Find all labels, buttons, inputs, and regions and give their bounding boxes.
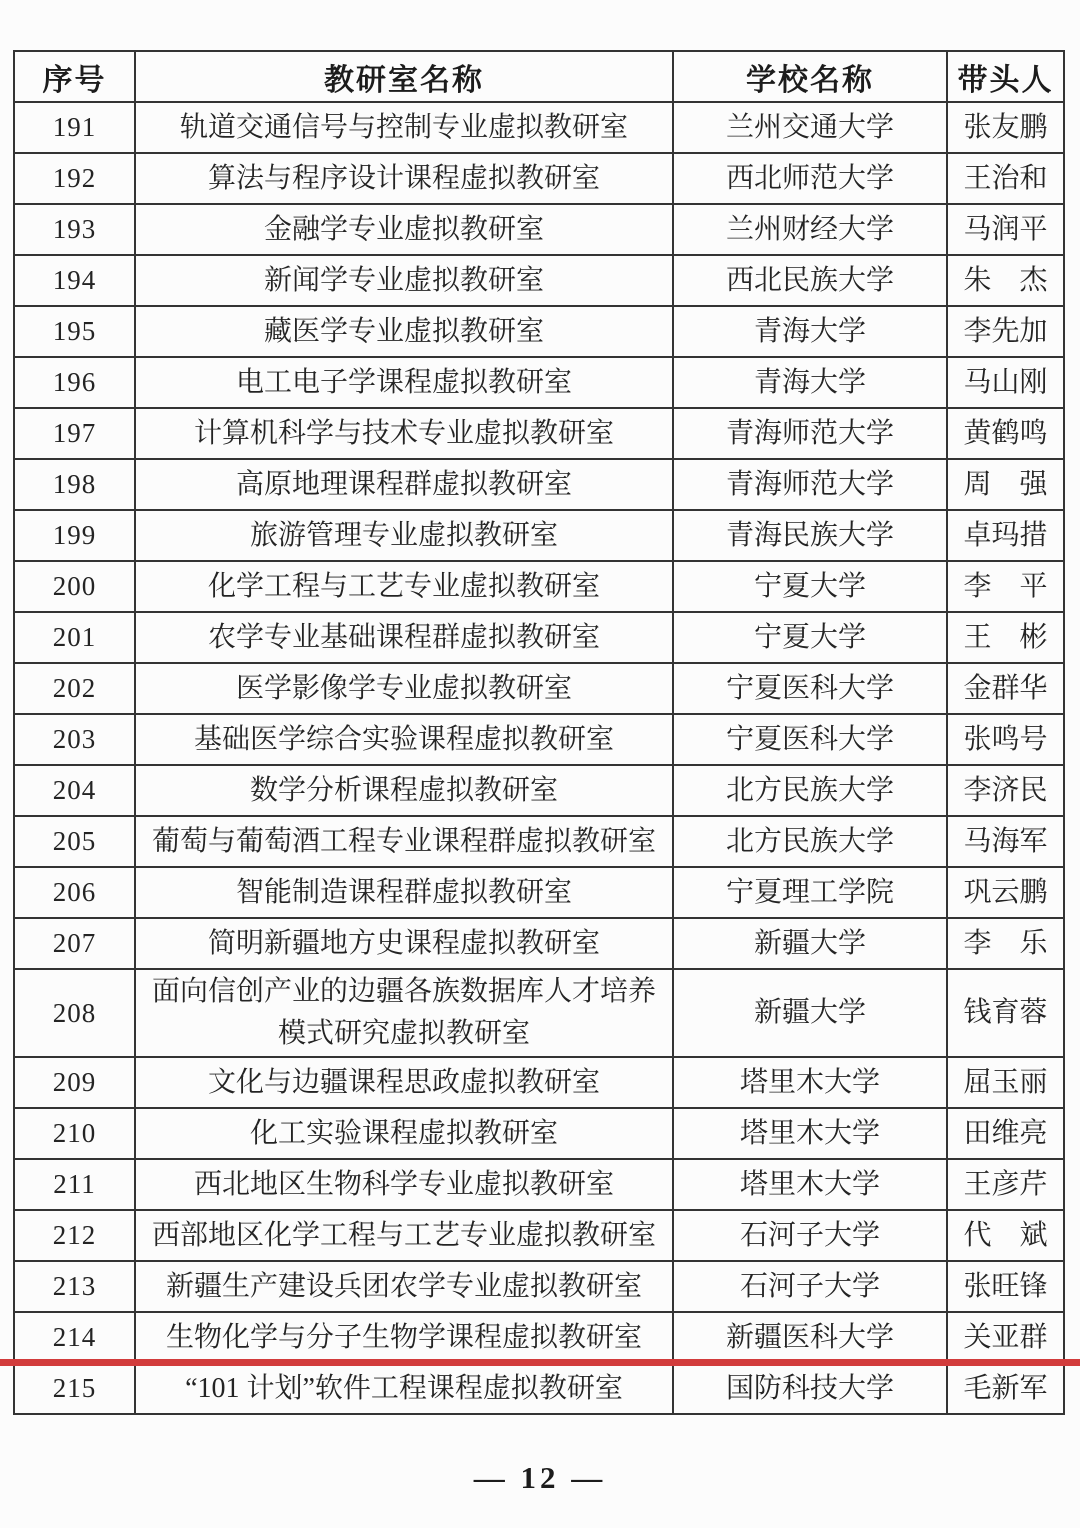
school-name-cell: 塔里木大学 xyxy=(673,1159,947,1210)
table-row xyxy=(14,408,1064,459)
school-name-cell: 宁夏大学 xyxy=(673,561,947,612)
leader-cell: 屈玉丽 xyxy=(947,1057,1064,1108)
office-name-cell: 新疆生产建设兵团农学专业虚拟教研室 xyxy=(135,1261,673,1312)
office-name-cell: 葡萄与葡萄酒工程专业课程群虚拟教研室 xyxy=(135,816,673,867)
school-name-cell: 兰州财经大学 xyxy=(673,204,947,255)
office-name-cell: 智能制造课程群虚拟教研室 xyxy=(135,867,673,918)
table-row xyxy=(14,1261,1064,1312)
office-name-cell: 算法与程序设计课程虚拟教研室 xyxy=(135,153,673,204)
office-name-cell: 金融学专业虚拟教研室 xyxy=(135,204,673,255)
table-row xyxy=(14,663,1064,714)
row-number-cell: 210 xyxy=(14,1108,135,1159)
table-row xyxy=(14,867,1064,918)
row-number-cell: 191 xyxy=(14,102,135,153)
table-row xyxy=(14,153,1064,204)
row-number-cell: 212 xyxy=(14,1210,135,1261)
row-number-cell: 204 xyxy=(14,765,135,816)
research-office-table xyxy=(13,50,1065,1415)
row-number-cell: 208 xyxy=(14,969,135,1057)
office-name-cell: 西部地区化学工程与工艺专业虚拟教研室 xyxy=(135,1210,673,1261)
school-name-cell: 北方民族大学 xyxy=(673,816,947,867)
row-number-cell: 199 xyxy=(14,510,135,561)
table-row xyxy=(14,306,1064,357)
leader-cell: 毛新军 xyxy=(947,1363,1064,1414)
table-row xyxy=(14,969,1064,1057)
header-col-school-name: 学校名称 xyxy=(673,51,947,102)
school-name-cell: 新疆大学 xyxy=(673,969,947,1057)
header-col-serial: 序号 xyxy=(14,51,135,102)
school-name-cell: 青海师范大学 xyxy=(673,459,947,510)
table-header xyxy=(14,51,1064,102)
table-row xyxy=(14,714,1064,765)
row-number-cell: 193 xyxy=(14,204,135,255)
leader-cell: 王彦芹 xyxy=(947,1159,1064,1210)
school-name-cell: 青海师范大学 xyxy=(673,408,947,459)
school-name-cell: 兰州交通大学 xyxy=(673,102,947,153)
leader-cell: 代 斌 xyxy=(947,1210,1064,1261)
leader-cell: 马润平 xyxy=(947,204,1064,255)
red-highlight-line xyxy=(0,1359,1080,1366)
school-name-cell: 青海大学 xyxy=(673,357,947,408)
table-row xyxy=(14,1159,1064,1210)
school-name-cell: 石河子大学 xyxy=(673,1261,947,1312)
office-name-cell: 电工电子学课程虚拟教研室 xyxy=(135,357,673,408)
leader-cell: 马海军 xyxy=(947,816,1064,867)
leader-cell: 金群华 xyxy=(947,663,1064,714)
leader-cell: 黄鹤鸣 xyxy=(947,408,1064,459)
table-row xyxy=(14,459,1064,510)
office-name-cell: 数学分析课程虚拟教研室 xyxy=(135,765,673,816)
office-name-cell: 西北地区生物科学专业虚拟教研室 xyxy=(135,1159,673,1210)
table-row xyxy=(14,357,1064,408)
school-name-cell: 塔里木大学 xyxy=(673,1108,947,1159)
school-name-cell: 宁夏医科大学 xyxy=(673,663,947,714)
leader-cell: 钱育蓉 xyxy=(947,969,1064,1057)
leader-cell: 李济民 xyxy=(947,765,1064,816)
office-name-cell: 简明新疆地方史课程虚拟教研室 xyxy=(135,918,673,969)
office-name-cell: 计算机科学与技术专业虚拟教研室 xyxy=(135,408,673,459)
office-name-cell: 医学影像学专业虚拟教研室 xyxy=(135,663,673,714)
leader-cell: 朱 杰 xyxy=(947,255,1064,306)
leader-cell: 王治和 xyxy=(947,153,1064,204)
table-row xyxy=(14,918,1064,969)
leader-cell: 马山刚 xyxy=(947,357,1064,408)
leader-cell: 李 乐 xyxy=(947,918,1064,969)
table-row xyxy=(14,816,1064,867)
table-row xyxy=(14,612,1064,663)
office-name-cell: 基础医学综合实验课程虚拟教研室 xyxy=(135,714,673,765)
school-name-cell: 西北民族大学 xyxy=(673,255,947,306)
row-number-cell: 201 xyxy=(14,612,135,663)
header-row xyxy=(14,51,1064,102)
school-name-cell: 宁夏理工学院 xyxy=(673,867,947,918)
office-name-cell: 轨道交通信号与控制专业虚拟教研室 xyxy=(135,102,673,153)
office-name-cell: 生物化学与分子生物学课程虚拟教研室 xyxy=(135,1312,673,1363)
table-row xyxy=(14,204,1064,255)
leader-cell: 李 平 xyxy=(947,561,1064,612)
table-row xyxy=(14,1057,1064,1108)
school-name-cell: 宁夏医科大学 xyxy=(673,714,947,765)
header-col-office-name: 教研室名称 xyxy=(135,51,673,102)
row-number-cell: 207 xyxy=(14,918,135,969)
table-row xyxy=(14,255,1064,306)
school-name-cell: 国防科技大学 xyxy=(673,1363,947,1414)
leader-cell: 李先加 xyxy=(947,306,1064,357)
table-row xyxy=(14,1210,1064,1261)
office-name-cell: 旅游管理专业虚拟教研室 xyxy=(135,510,673,561)
row-number-cell: 213 xyxy=(14,1261,135,1312)
school-name-cell: 石河子大学 xyxy=(673,1210,947,1261)
office-name-cell: 新闻学专业虚拟教研室 xyxy=(135,255,673,306)
leader-cell: 张鸣号 xyxy=(947,714,1064,765)
office-name-cell: 化工实验课程虚拟教研室 xyxy=(135,1108,673,1159)
school-name-cell: 新疆医科大学 xyxy=(673,1312,947,1363)
table-row xyxy=(14,1108,1064,1159)
table-row xyxy=(14,765,1064,816)
leader-cell: 张旺锋 xyxy=(947,1261,1064,1312)
leader-cell: 张友鹏 xyxy=(947,102,1064,153)
row-number-cell: 200 xyxy=(14,561,135,612)
table-row xyxy=(14,102,1064,153)
table-row xyxy=(14,1363,1064,1414)
school-name-cell: 宁夏大学 xyxy=(673,612,947,663)
office-name-cell: 高原地理课程群虚拟教研室 xyxy=(135,459,673,510)
school-name-cell: 青海大学 xyxy=(673,306,947,357)
table-row xyxy=(14,561,1064,612)
page-number: — 12 — xyxy=(473,1460,607,1495)
row-number-cell: 197 xyxy=(14,408,135,459)
table-row xyxy=(14,1312,1064,1363)
leader-cell: 王 彬 xyxy=(947,612,1064,663)
leader-cell: 田维亮 xyxy=(947,1108,1064,1159)
school-name-cell: 塔里木大学 xyxy=(673,1057,947,1108)
row-number-cell: 205 xyxy=(14,816,135,867)
school-name-cell: 北方民族大学 xyxy=(673,765,947,816)
school-name-cell: 西北师范大学 xyxy=(673,153,947,204)
office-name-cell: 文化与边疆课程思政虚拟教研室 xyxy=(135,1057,673,1108)
row-number-cell: 196 xyxy=(14,357,135,408)
leader-cell: 巩云鹏 xyxy=(947,867,1064,918)
table-row xyxy=(14,510,1064,561)
leader-cell: 卓玛措 xyxy=(947,510,1064,561)
row-number-cell: 202 xyxy=(14,663,135,714)
header-col-leader: 带头人 xyxy=(947,51,1064,102)
office-name-cell: 化学工程与工艺专业虚拟教研室 xyxy=(135,561,673,612)
row-number-cell: 198 xyxy=(14,459,135,510)
row-number-cell: 195 xyxy=(14,306,135,357)
office-name-cell: 面向信创产业的边疆各族数据库人才培养模式研究虚拟教研室 xyxy=(135,969,673,1057)
row-number-cell: 194 xyxy=(14,255,135,306)
office-name-cell: “101 计划”软件工程课程虚拟教研室 xyxy=(135,1363,673,1414)
school-name-cell: 新疆大学 xyxy=(673,918,947,969)
row-number-cell: 209 xyxy=(14,1057,135,1108)
leader-cell: 周 强 xyxy=(947,459,1064,510)
row-number-cell: 206 xyxy=(14,867,135,918)
table-body xyxy=(14,102,1064,1414)
leader-cell: 关亚群 xyxy=(947,1312,1064,1363)
row-number-cell: 211 xyxy=(14,1159,135,1210)
row-number-cell: 214 xyxy=(14,1312,135,1363)
row-number-cell: 203 xyxy=(14,714,135,765)
office-name-cell: 藏医学专业虚拟教研室 xyxy=(135,306,673,357)
row-number-cell: 192 xyxy=(14,153,135,204)
school-name-cell: 青海民族大学 xyxy=(673,510,947,561)
row-number-cell: 215 xyxy=(14,1363,135,1414)
office-name-cell: 农学专业基础课程群虚拟教研室 xyxy=(135,612,673,663)
